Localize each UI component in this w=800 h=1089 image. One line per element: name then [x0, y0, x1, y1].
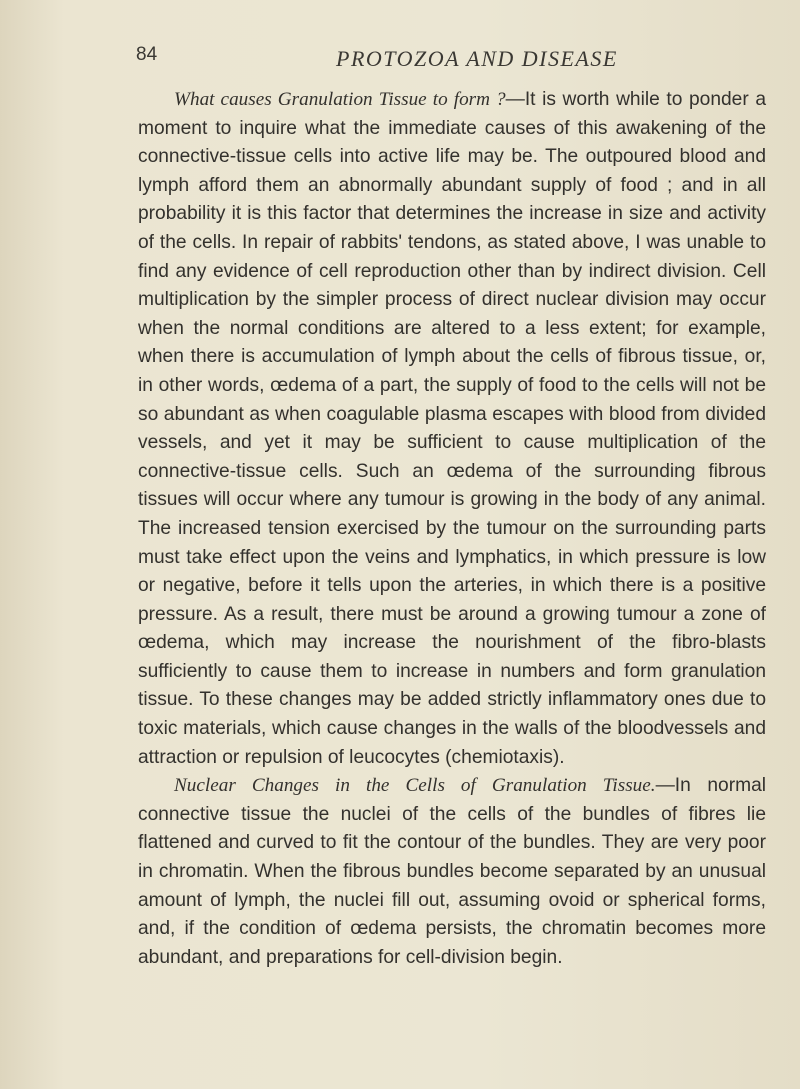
paragraph-text: —In normal connective tissue the nuclei of the cells of the bundles of fibres lie flattened and curved to fit the contour of the bundles. They are very poor in chromatin. When the fibrous bundles become separated by an unusual amount of lymph, the nuclei fill out, assuming ovoid or spherical forms, and, if the condition of œdema persists, the chromatin becomes more abundant, and preparations for cell-division begin. [138, 775, 766, 968]
page-header [0, 36, 800, 76]
paragraph-nuclear-changes [138, 772, 766, 972]
paragraph-lead: What causes Granulation Tissue to form ? [174, 89, 506, 110]
page-number: 84 [136, 44, 158, 65]
paragraph-granulation-cause [138, 86, 766, 772]
paragraph-lead: Nuclear Changes in the Cells of Granulation Tissue. [174, 775, 656, 797]
running-title: PROTOZOA AND DISEASE [336, 46, 618, 71]
paragraph-text: —It is worth while to ponder a moment to inquire what the immediate causes of this awakening of the connective-tissue cells into active life may be. The outpoured blood and lymph afford them an abnormally abundant supply of food ; and in all probability it is this factor that determines the increase in size and activity of the cells. In repair of rabbits' tendons, as stated above, I was unable to find any evidence of cell reproduction other than by indirect division. Cell multiplication by the simpler process of direct nuclear division may occur when the normal conditions are altered to a less extent; for example, when there is accumulation of lymph about the cells of fibrous tissue, or, in other words, œdema of a part, the supply of food to the cells will not be so abundant as when coagulable plasma escapes with blood from divided vessels, and yet it may be sufficient to cause multiplication of the connective-tissue cells. Such an œdema of the surrounding fibrous tissues will occur where any tumour is growing in the body of any animal. The increased tension exercised by the tumour on the surrounding parts must take effect upon the veins and lymphatics, in which pressure is low or negative, before it tells upon the arteries, in which there is a positive pressure. As a result, there must be around a growing tumour a zone of œdema, which may increase the nourishment of the fibro-blasts sufficiently to cause them to increase in numbers and form granulation tissue. To these changes may be added strictly inflammatory ones due to toxic materials, which cause changes in the walls of the bloodvessels and attraction or repulsion of leucocytes (chemiotaxis). [138, 89, 766, 768]
body-text [138, 86, 766, 972]
